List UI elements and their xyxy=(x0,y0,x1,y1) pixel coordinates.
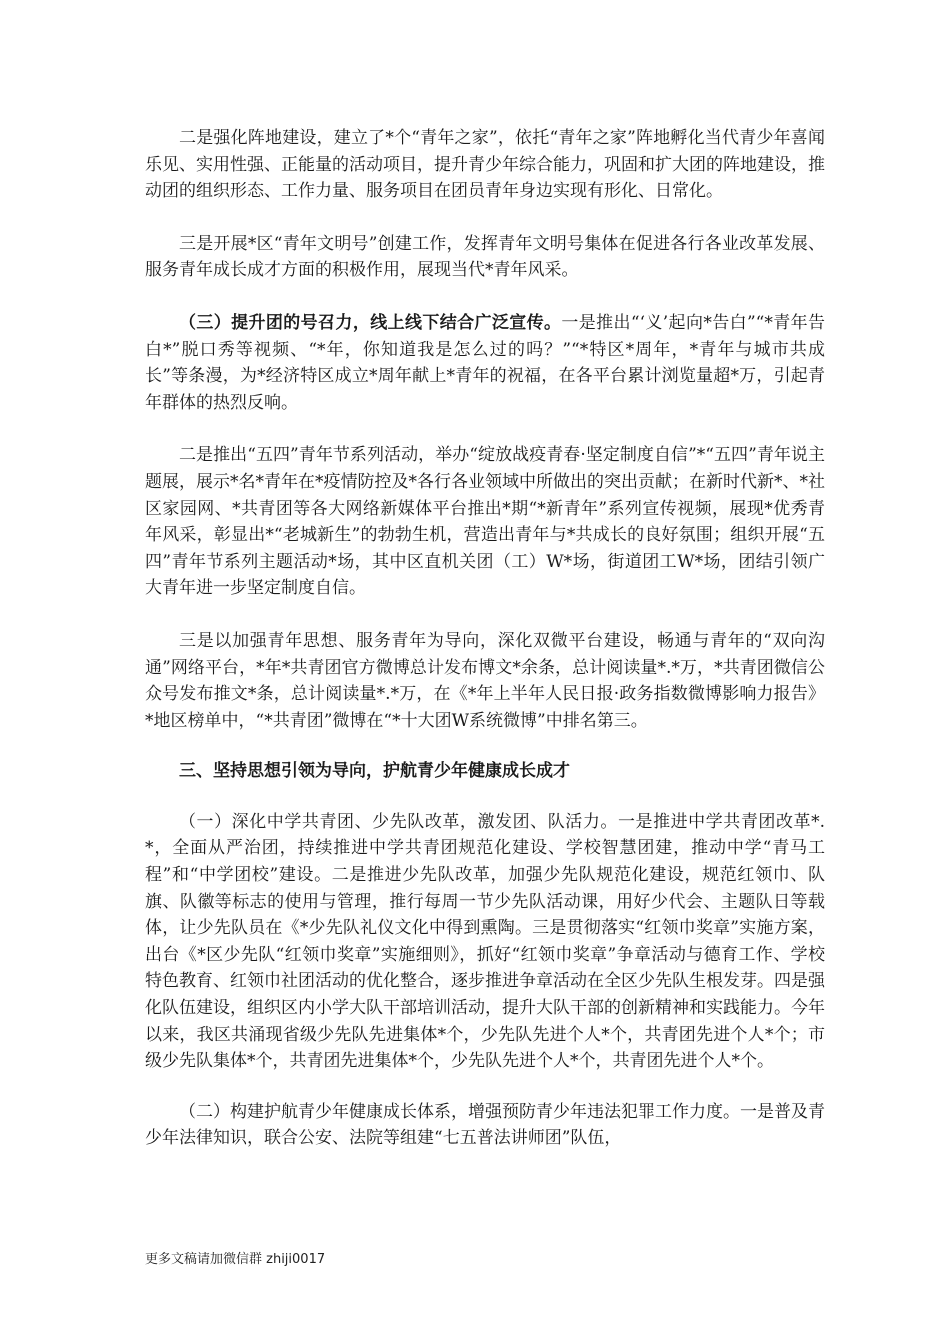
paragraph-lead-title: （三）提升团的号召力，线上线下结合广泛宣传。 xyxy=(179,312,562,333)
paragraph-position-building: 二是强化阵地建设，建立了*个“青年之家”，依托“青年之家”阵地孵化当代青少年喜闻乐见、实用性强、正能量的活动项目，提升青少年综合能力，巩固和扩大团的阵地建设，推动团的组织形态、工作力量、服务项目在团员青年身边实现有形化、日常化。 xyxy=(145,128,825,202)
paragraph-protection: （二）构建护航青少年健康成长体系，增强预防青少年违法犯罪工作力度。一是普及青少年法律知识，联合公安、法院等组建“七五普法讲师团”队伍， xyxy=(145,1101,825,1149)
paragraph-social-media: 三是以加强青年思想、服务青年为导向，深化双微平台建设，畅通与青年的“双向沟通”网络平台，*年*共青团官方微博总计发布博文*余条，总计阅读量*.*万，*共青团微信公众号发布推文*条，总计阅读量*.*万，在《*年上半年人民日报·政务指数微博影响力报告》*地区榜单中，“*共青团”微博在“*十大团W系统微博”中排名第三。 xyxy=(145,630,825,731)
paragraph-publicity-text: 一是推出“‘义’起向*告白”“*青年告白*”脱口秀等视频、“*年，你知道我是怎么过的吗？”“*特区*周年，*青年与城市共成长”等条漫，为*经济特区成立*周年献上*青年的祝福，在各平台累计浏览量超*万，引起青年群体的热烈反响。 xyxy=(145,312,825,413)
paragraph-publicity xyxy=(145,310,825,416)
footer-note: 更多文稿请加微信群 zhiji0017 xyxy=(145,1252,326,1267)
paragraph-reform: （一）深化中学共青团、少先队改革，激发团、队活力。一是推进中学共青团改革*.*，全面从严治团，持续推进中学共青团规范化建设、学校智慧团建，推动中学“青马工程”和“中学团校”建设。二是推进少先队改革，加强少先队规范化建设，规范红领巾、队旗、队徽等标志的使用与管理，推行每周一节少先队活动课，用好少代会、主题队日等载体，让少先队员在《*少先队礼仪文化中得到熏陶。三是贯彻落实“红领巾奖章”实施方案，出台《*区少先队“红领巾奖章”实施细则》，抓好“红领巾奖章”争章活动与德育工作、学校特色教育、红领巾社团活动的优化整合，逐步推进争章活动在全区少先队生根发芽。四是强化队伍建设，组织区内小学大队干部培训活动，提升大队干部的创新精神和实践能力。今年以来，我区共涌现省级少先队先进集体*个，少先队先进个人*个，共青团先进个人*个；市级少先队集体*个，共青团先进集体*个，少先队先进个人*个，共青团先进个人*个。 xyxy=(145,811,825,1072)
section-heading: 三、坚持思想引领为导向，护航青少年健康成长成才 xyxy=(179,761,570,782)
document-body xyxy=(145,125,825,1178)
paragraph-may-fourth: 二是推出“五四”青年节系列活动，举办“绽放战疫青春·坚定制度自信”*“五四”青年说主题展，展示*名*青年在*疫情防控及*各行各业领域中所做出的突出贡献；在新时代新*、*社区家园网、*共青团等各大网络新媒体平台推出*期“*新青年”系列宣传视频，展现*优秀青年风采，彰显出*“老城新生”的勃勃生机，营造出青年与*共成长的良好氛围；组织开展“五四”青年节系列主题活动*场，其中区直机关团（工）W*场，街道团工W*场，团结引领广大青年进一步坚定制度自信。 xyxy=(145,445,825,599)
paragraph-youth-civilization: 三是开展*区“青年文明号”创建工作，发挥青年文明号集体在促进各行各业改革发展、服务青年成长成才方面的积极作用，展现当代*青年风采。 xyxy=(145,233,825,281)
